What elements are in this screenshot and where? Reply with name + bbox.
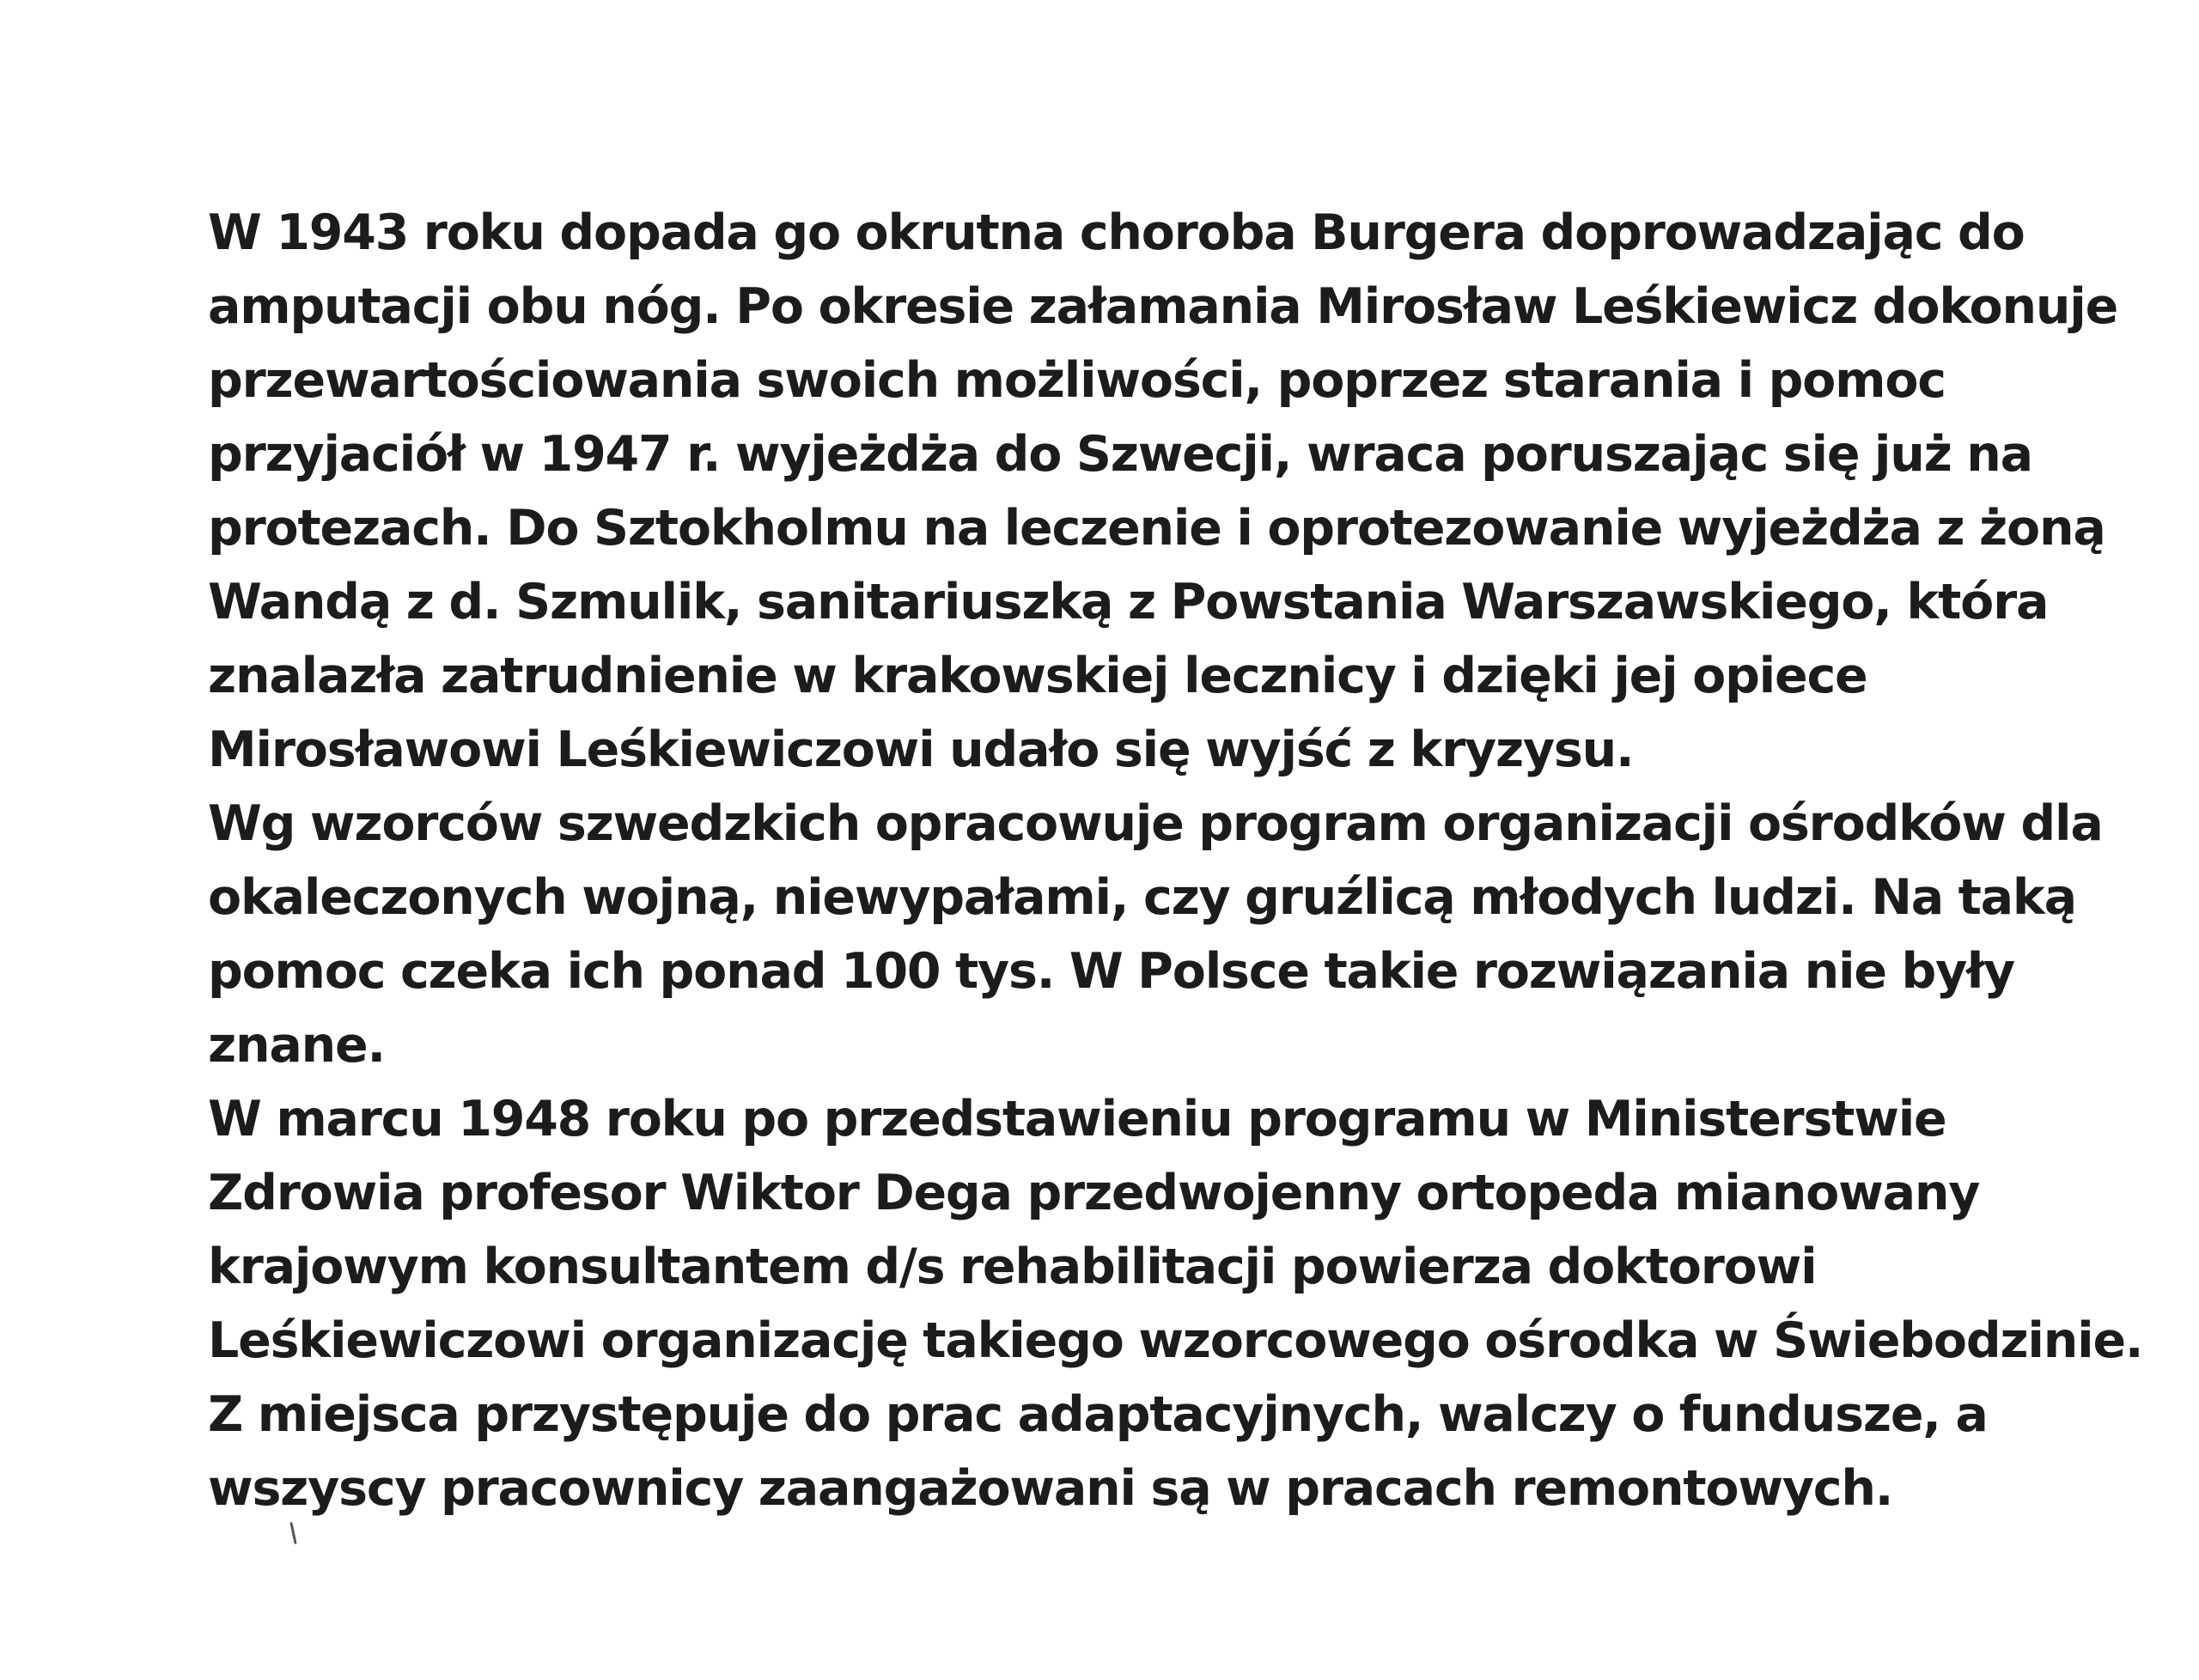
body-text	[208, 196, 2184, 1525]
text-line-15: krajowym konsultantem d/s rehabilitacji powierza doktorowi	[208, 1239, 1817, 1295]
text-line-16: Leśkiewiczowi organizację takiego wzorcowego ośrodka w Świebodzinie.	[208, 1312, 2143, 1369]
text-line-4: przyjaciół w 1947 r. wyjeżdża do Szwecji, wraca poruszając się już na	[208, 426, 2032, 483]
text-line-10: okaleczonych wojną, niewypałami, czy gruźlicą młodych ludzi. Na taką	[208, 869, 2076, 926]
text-line-11: pomoc czeka ich ponad 100 tys. W Polsce takie rozwiązania nie były	[208, 943, 2014, 1000]
text-line-3: przewartościowania swoich możliwości, poprzez starania i pomoc	[208, 352, 1946, 409]
text-line-18: wszyscy pracownicy zaangażowani są w pracach remontowych.	[208, 1460, 1893, 1517]
text-line-12: znane.	[208, 1017, 385, 1074]
text-line-2: amputacji obu nóg. Po okresie załamania Mirosław Leśkiewicz dokonuje	[208, 278, 2118, 335]
text-line-13: W marcu 1948 roku po przedstawieniu programu w Ministerstwie	[208, 1091, 1946, 1147]
text-line-1: W 1943 roku dopada go okrutna choroba Burgera doprowadzając do	[208, 204, 2025, 261]
text-line-17: Z miejsca przystępuje do prac adaptacyjnych, walczy o fundusze, a	[208, 1386, 1988, 1443]
text-line-6: Wandą z d. Szmulik, sanitariuszką z Powstania Warszawskiego, która	[208, 574, 2049, 630]
text-line-8: Mirosławowi Leśkiewiczowi udało się wyjść z kryzysu.	[208, 721, 1634, 778]
text-line-14: Zdrowia profesor Wiktor Dega przedwojenny ortopeda mianowany	[208, 1165, 1980, 1221]
text-line-9: Wg wzorców szwedzkich opracowuje program organizacji ośrodków dla	[208, 795, 2103, 852]
text-line-7: znalazła zatrudnienie w krakowskiej lecznicy i dzięki jej opiece	[208, 648, 1867, 704]
text-line-5: protezach. Do Sztokholmu na leczenie i oprotezowanie wyjeżdża z żoną	[208, 500, 2105, 557]
